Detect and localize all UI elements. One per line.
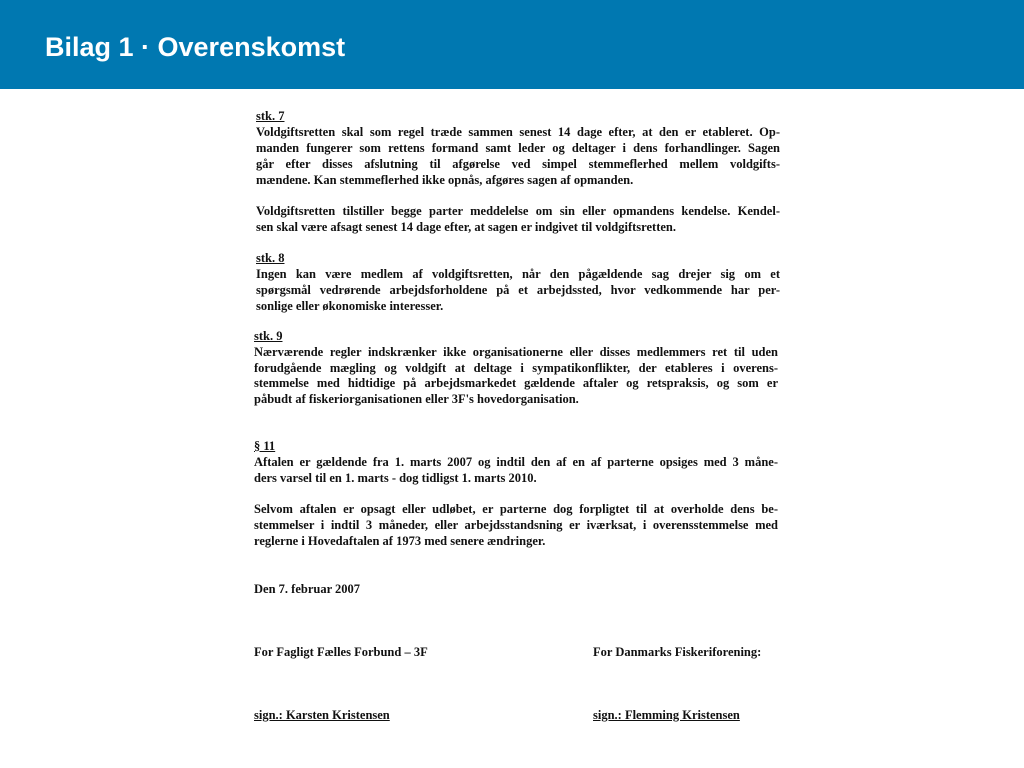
paragraph-line: Voldgiftsretten tilstiller begge parter meddelelse om sin eller opmandens kendelse. Kendel-	[256, 204, 780, 218]
section-heading-stk9: stk. 9	[254, 329, 283, 343]
section-heading-stk7: stk. 7	[256, 109, 285, 123]
paragraph-line: ders varsel til en 1. marts - dog tidligst 1. marts 2010.	[254, 471, 537, 485]
paragraph-line: stemmelse med hidtidige på arbejdsmarkedet gældende aftaler og retspraksis, og som er	[254, 376, 778, 390]
paragraph-line: Ingen kan være medlem af voldgiftsretten, når den pågældende sag drejer sig om et	[256, 267, 780, 281]
paragraph-line: påbudt af fiskeriorganisationen eller 3F's hovedorganisation.	[254, 392, 579, 406]
paragraph-line: reglerne i Hovedaftalen af 1973 med senere ændringer.	[254, 534, 546, 548]
signatory-org-right: For Danmarks Fiskeriforening:	[593, 645, 762, 659]
paragraph-line: Nærværende regler indskrænker ikke organisationerne eller disses medlemmers ret til uden	[254, 345, 778, 359]
paragraph-line: Voldgiftsretten skal som regel træde sammen senest 14 dage efter, at den er etableret. Op-	[256, 125, 780, 139]
paragraph-line: manden fungerer som rettens formand samt leder og deltager i dens forhandlinger. Sagen	[256, 141, 780, 155]
signature-left: sign.: Karsten Kristensen	[254, 708, 390, 722]
paragraph-line: forudgående mægling og voldgift at deltage i sympatikonflikter, der etableres i overens-	[254, 361, 778, 375]
page-title: Bilag 1 · Overenskomst	[45, 32, 346, 62]
section-heading-stk8: stk. 8	[256, 251, 285, 265]
section-heading-s11: § 11	[254, 439, 276, 453]
paragraph-line: går efter disses afslutning til afgørelse ved simpel stemmeflerhed mellem voldgifts-	[256, 157, 780, 171]
paragraph-line: sen skal være afsagt senest 14 dage efter, at sagen er indgivet til voldgiftsretten.	[256, 220, 676, 234]
document-date: Den 7. februar 2007	[254, 582, 361, 596]
signatory-org-left: For Fagligt Fælles Forbund – 3F	[254, 645, 428, 659]
paragraph-line: Selvom aftalen er opsagt eller udløbet, er parterne dog forpligtet til at overholde dens be-	[254, 502, 778, 516]
paragraph-line: spørgsmål vedrørende arbejdsforholdene på et arbejdssted, hvor vedkommende har per-	[256, 283, 780, 297]
paragraph-line: Aftalen er gældende fra 1. marts 2007 og indtil den af en af parterne opsiges med 3 måne-	[254, 455, 778, 469]
signature-right: sign.: Flemming Kristensen	[593, 708, 740, 722]
paragraph-line: mændene. Kan stemmeflerhed ikke opnås, afgøres sagen af opmanden.	[256, 173, 634, 187]
paragraph-line: sonlige eller økonomiske interesser.	[256, 299, 444, 313]
paragraph-line: stemmelser i indtil 3 måneder, eller arbejdsstandsning er iværksat, i overensstemmelse med	[254, 518, 778, 532]
